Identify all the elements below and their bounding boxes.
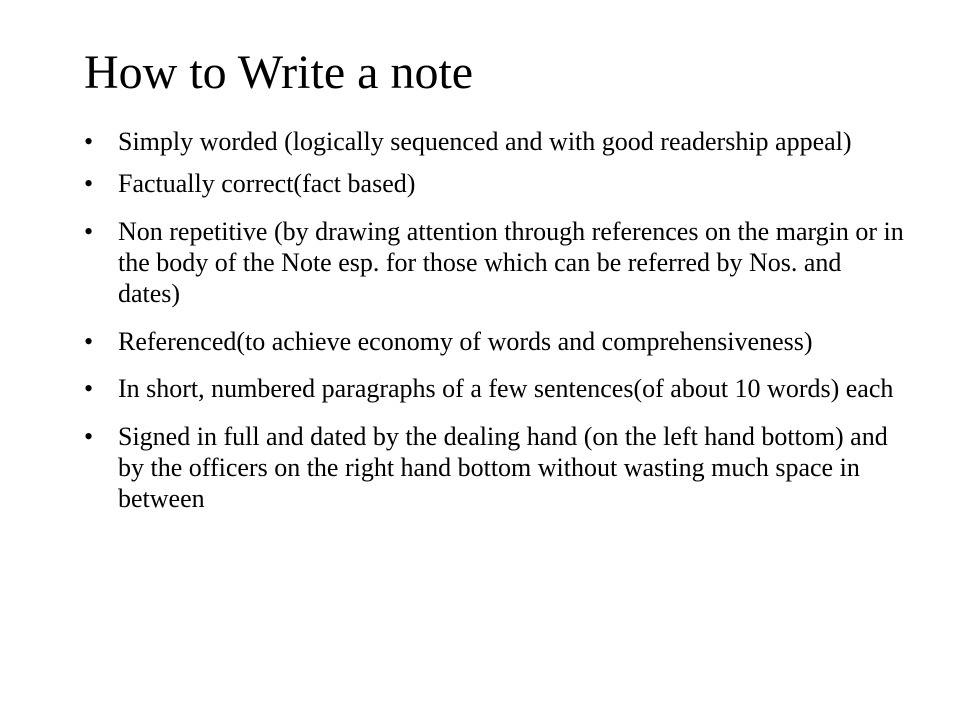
- bullet-list: [84, 126, 904, 514]
- bullet-item: [84, 421, 904, 514]
- bullet-text: Non repetitive (by drawing attention through references on the margin or in the body of the Note esp. for those which can be referred by Nos. and dates): [118, 217, 904, 308]
- bullet-item: [84, 373, 904, 404]
- bullet-icon: •: [84, 422, 94, 451]
- bullet-item: [84, 216, 904, 309]
- bullet-icon: •: [84, 169, 94, 198]
- bullet-icon: •: [84, 217, 94, 246]
- bullet-icon: •: [84, 127, 94, 156]
- bullet-text: In short, numbered paragraphs of a few sentences(of about 10 words) each: [118, 374, 894, 403]
- slide-title: How to Write a note: [84, 46, 474, 99]
- bullet-item: [84, 326, 904, 357]
- bullet-item: [84, 168, 904, 199]
- bullet-icon: •: [84, 327, 94, 356]
- bullet-icon: •: [84, 374, 94, 403]
- bullet-text: Referenced(to achieve economy of words and comprehensiveness): [118, 327, 813, 356]
- bullet-text: Simply worded (logically sequenced and with good readership appeal): [118, 127, 852, 156]
- bullet-text: Factually correct(fact based): [118, 169, 416, 198]
- bullet-text: Signed in full and dated by the dealing hand (on the left hand bottom) and by the officers on the right hand bottom without wasting much space in between: [118, 422, 888, 513]
- bullet-item: [84, 126, 904, 157]
